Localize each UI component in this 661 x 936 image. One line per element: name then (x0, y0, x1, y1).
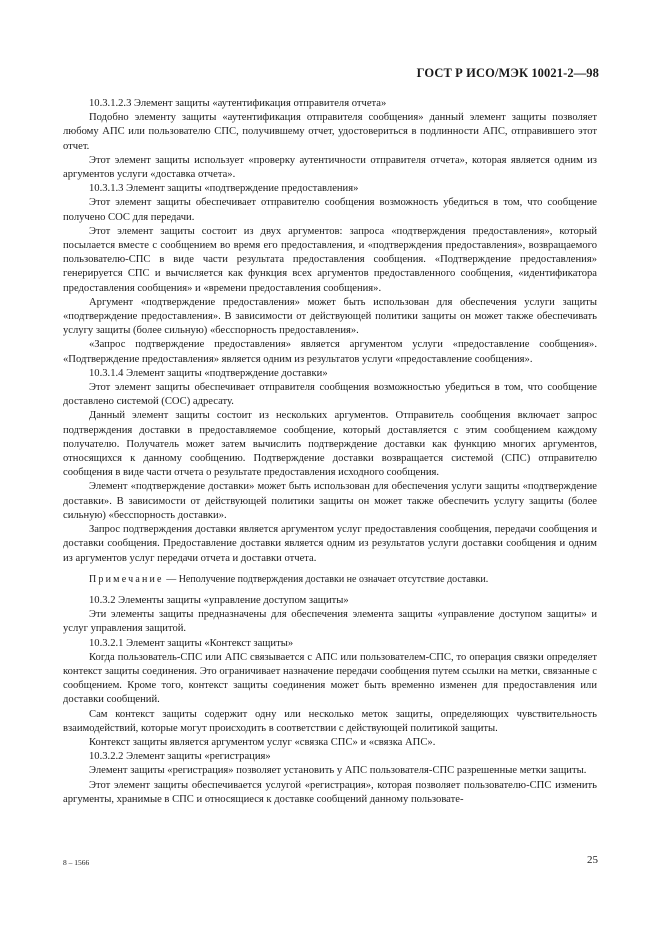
note-label: Примечание (89, 573, 164, 585)
body-paragraph: Этот элемент защиты обеспечивает отправителю сообщения возможность убедиться в том, что сообщение получено СОС для передачи. (63, 197, 597, 223)
body-paragraph: Эти элементы защиты предназначены для обеспечения элемента защиты «управление доступом защиты» и услуг управления защитой. (63, 609, 597, 635)
heading-10-3-2-2: 10.3.2.2 Элемент защиты «регистрация» (89, 751, 271, 763)
heading-10-3-1-4: 10.3.1.4 Элемент защиты «подтверждение доставки» (89, 367, 328, 379)
note-paragraph (63, 573, 597, 587)
footer-print-code: 8 – 1566 (63, 858, 90, 867)
heading-10-3-2: 10.3.2 Элементы защиты «управление доступом защиты» (89, 594, 349, 606)
body-paragraph: Этот элемент защиты обеспечивает отправителя сообщения возможностью убедиться в том, что сообщение доставлено системой (СОС) адресату. (63, 382, 597, 408)
body-paragraph: Этот элемент защиты использует «проверку аутентичности отправителя отчета», которая является одним из аргументов услуги «доставка отчета». (63, 154, 597, 181)
page-number: 25 (587, 854, 598, 866)
body-paragraph: Элемент защиты «регистрация» позволяет установить у АПС пользователя-СПС разрешенные метки защиты. (89, 765, 587, 777)
body-paragraph: Аргумент «подтверждение предоставления» может быть использован для обеспечения услуги защиты «подтверждение предоставления». В зависимости от действующей политики защиты он может также обеспечивать услугу защиты (более сильную) «бесспорность предоставления». (63, 296, 597, 337)
body-paragraph: Когда пользователь-СПС или АПС связывается с АПС или пользователем-СПС, то операция связки определяет контекст защиты соединения. Это ограничивает назначение передачи сообщения путем ссылки на метки, связанные с сообщением. Кроме того, контекст защиты соединения может быть временно изменен для предоставления или доставки сообщений. (63, 651, 597, 706)
body-paragraph: Этот элемент защиты состоит из двух аргументов: запроса «подтверждения предоставления», который посылается вместе с сообщением во время его предоставления, и «подтверждения предоставления», возвращаемого пользователю-СПС в виде части результата предоставления сообщения. «Подтверждение предоставления» генерируется СПС и вычисляется как функция всех аргументов предоставленного сообщения, «идентификатора предоставления сообщения» и «времени предоставления сообщения». (63, 225, 597, 294)
heading-10-3-1-3: 10.3.1.3 Элемент защиты «подтверждение предоставления» (89, 183, 359, 195)
body-paragraph: Сам контекст защиты содержит одну или несколько меток защиты, определяющих чувствительность взаимодействий, которые могут происходить в соответствии с действующей политикой защиты. (63, 708, 597, 734)
body-paragraph: Элемент «подтверждение доставки» может быть использован для обеспечения услуги защиты «подтверждение доставки». В зависимости от действующей политики защиты он может также обеспечить услугу защиты (более сильную) «бесспорность доставки». (63, 481, 597, 521)
body-paragraph: Этот элемент защиты обеспечивается услугой «регистрация», которая позволяет пользователю-СПС изменить аргументы, хранимые в СПС и относящиеся к доставке сообщений данному пользовате- (63, 779, 597, 805)
document-header: ГОСТ Р ИСО/МЭК 10021-2—98 (416, 66, 599, 80)
body-paragraph: «Запрос подтверждение предоставления» является аргументом услуги «предоставление сообщения». «Подтверждение предоставления» является одним из результатов услуги «предоставление сообщения». (63, 339, 597, 365)
body-paragraph: Данный элемент защиты состоит из нескольких аргументов. Отправитель сообщения включает запрос подтверждения доставки в предоставляемое сообщение, который доставляется с этим сообщением каждому получателю. Получатель может затем вычислить подтверждение доставки как функцию многих аргументов, относящихся к данному сообщению. Подтверждение доставки возвращается системой (СПС) отправителю сообщения в виде части отчета о результате предоставления исходного сообщения. (63, 410, 597, 479)
heading-10-3-1-2-3: 10.3.1.2.3 Элемент защиты «аутентификация отправителя отчета» (89, 98, 387, 109)
body-paragraph: Запрос подтверждения доставки является аргументом услуг предоставления сообщения, передачи сообщения и доставки сообщения. Предоставление доставки является одним из результатов услуги доставки сообщения и одним из аргументов услуг передачи отчета и доставки отчета. (63, 524, 597, 564)
note-text: — Неполучение подтверждения доставки не означает отсутствие доставки. (163, 573, 489, 585)
body-paragraph: Подобно элементу защиты «аутентификация отправителя сообщения» данный элемент защиты позволяет любому АПС или пользователю СПС, получившему отчет, удостовериться в подлинности АПС, отправившего этот отчет. (63, 112, 597, 152)
body-paragraph: Контекст защиты является аргументом услуг «связка СПС» и «связка АПС». (89, 736, 436, 748)
document-body (63, 97, 597, 807)
heading-10-3-2-1: 10.3.2.1 Элемент защиты «Контекст защиты» (89, 637, 294, 649)
